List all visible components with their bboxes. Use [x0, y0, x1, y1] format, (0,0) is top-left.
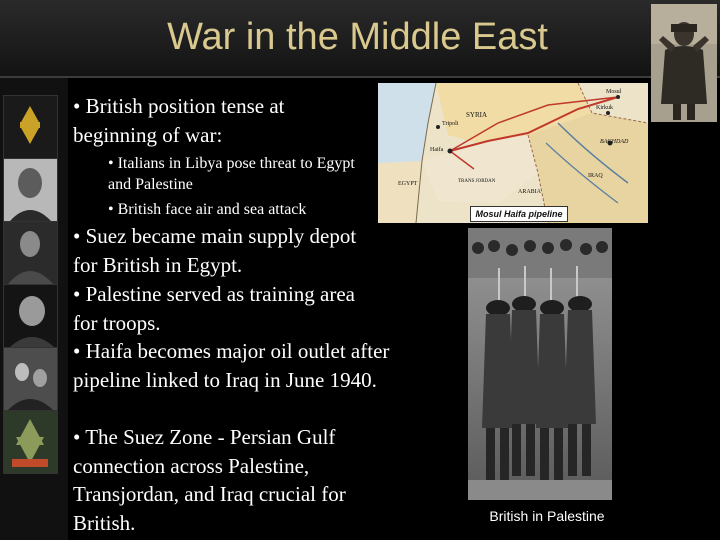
- left-image-strip: [0, 78, 68, 540]
- bullet-suez-supply: • Suez became main supply depot for British in Egypt.: [73, 224, 357, 277]
- map-label-syria: SYRIA: [466, 111, 488, 119]
- title-divider: [0, 76, 720, 78]
- star-of-david-badge-thumb: [3, 95, 58, 159]
- map-label-transjordan: TRANS JORDAN: [458, 179, 496, 184]
- bullet-suez-persian-gulf: • The Suez Zone - Persian Gulf connection across Palestine, Transjordan, and Iraq crucial for British.: [73, 425, 346, 535]
- sub-bullet-italians-libya: • Italians in Libya pose threat to Egypt and Palestine: [108, 155, 355, 193]
- child-portrait-photo: [651, 4, 717, 122]
- map-label-egypt: EGYPT: [398, 181, 418, 187]
- bullet-british-position: • British position tense at beginning of war:: [73, 94, 285, 147]
- sub-bullet-air-sea-attack: • British face air and sea attack: [108, 201, 307, 218]
- uniformed-figure-thumb: [3, 221, 58, 285]
- propaganda-poster-thumb: [3, 410, 58, 474]
- map-label-tripoli: Tripoli: [442, 121, 459, 127]
- slide-title: War in the Middle East: [167, 16, 548, 58]
- map-label-kirkuk: Kirkuk: [596, 105, 613, 111]
- map-caption: Mosul Haifa pipeline: [470, 206, 568, 222]
- map-label-iraq: IRAQ: [588, 173, 603, 179]
- churchill-portrait-thumb: [3, 284, 58, 348]
- bullet-haifa-oil: • Haifa becomes major oil outlet after pipeline linked to Iraq in June 1940.: [73, 339, 390, 392]
- map-label-mosul: Mosul: [606, 89, 622, 95]
- soldiers-marching-photo: [468, 228, 612, 500]
- group-photo-thumb: [3, 347, 58, 411]
- pipeline-map: [378, 83, 648, 223]
- map-label-arabia: ARABIA: [518, 189, 542, 195]
- map-label-baghdad: BAGHDAD: [600, 139, 629, 145]
- bullet-palestine-training: • Palestine served as training area for troops.: [73, 282, 355, 335]
- man-portrait-thumb: [3, 158, 58, 222]
- map-label-haifa: Haifa: [430, 147, 444, 153]
- photo-caption: British in Palestine: [489, 508, 605, 524]
